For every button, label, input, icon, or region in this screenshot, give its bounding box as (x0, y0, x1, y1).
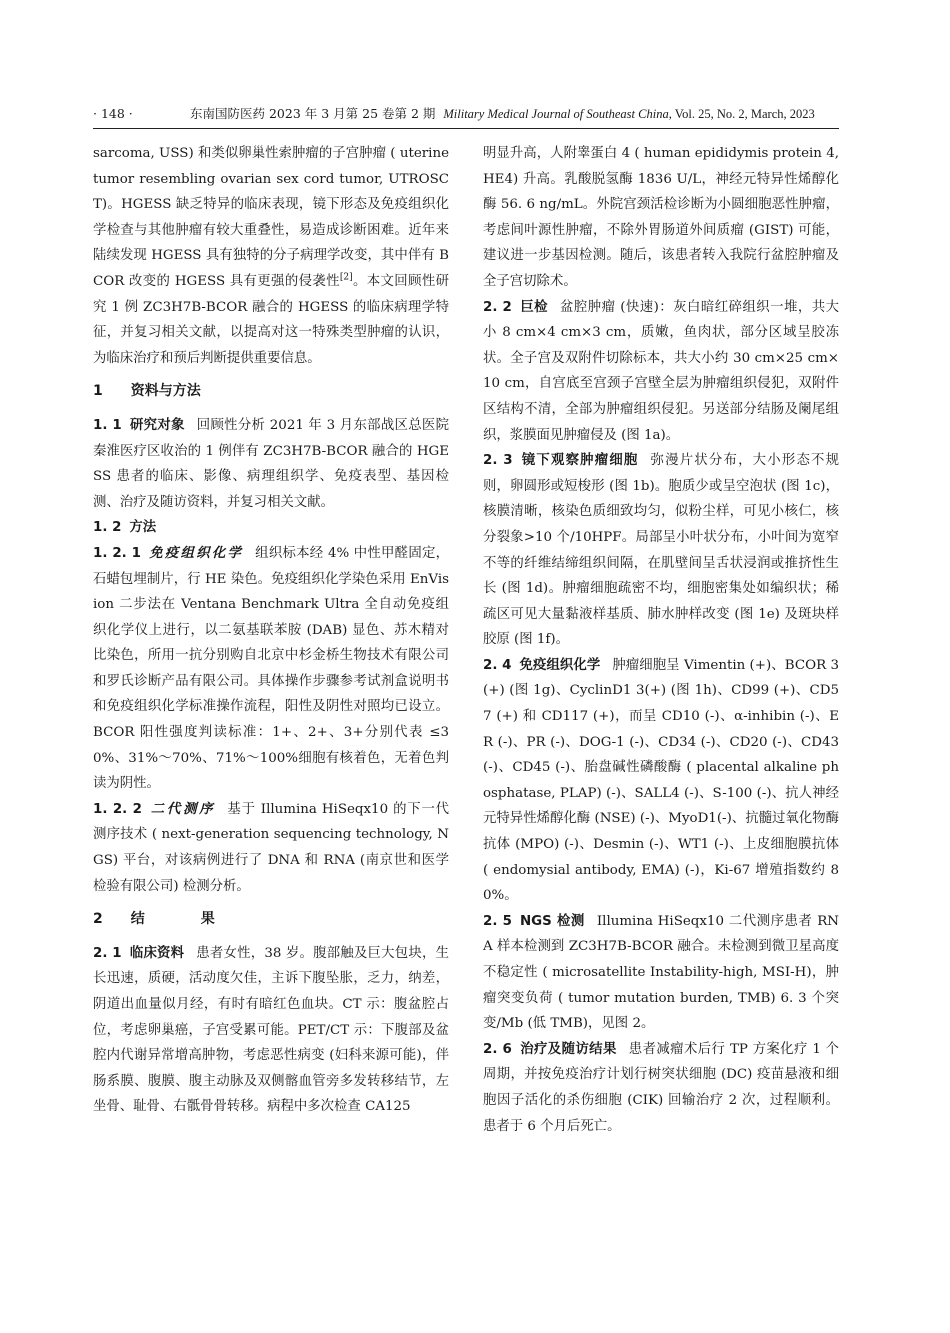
section-1-1-title: 研究对象 (129, 417, 185, 433)
section-2-4-title: 免疫组织化学 (519, 657, 601, 673)
section-1-2-2-title: 二代测序 (150, 801, 216, 817)
section-2-2 (483, 295, 839, 449)
section-2-1-continued: 明显升高，人附睾蛋白 4 ( human epididymis protein 4, HE4) 升高。乳酸脱氢酶 1836 U/L，神经元特异性烯醇化酶 56. 6 ng/mL。外院宫颈活检诊断为小圆细胞恶性肿瘤，考虑间叶源性肿瘤，不除外胃肠道外间质瘤 (GIST) 可能，建议进一步基因检测。随后，该患者转入我院行盆腔肿瘤及全子宫切除术。 (483, 146, 839, 289)
section-1-2-heading (93, 515, 449, 541)
section-2-4-number: 2. 4 (483, 657, 512, 673)
section-1-heading (93, 379, 449, 405)
header-rule (93, 128, 839, 129)
section-1-2-1 (93, 541, 449, 797)
section-1-2-2-text: 基于 Illumina HiSeqx10 的下一代测序技术 ( next-generation sequencing technology, NGS) 平台，对该病例进行了 DNA 和 RNA (南京世和医学检验有限公司) 检测分析。 (93, 801, 449, 894)
intro-text: sarcoma, USS) 和类似卵巢性索肿瘤的子宫肿瘤 ( uterine tumor resembling ovarian sex cord tumor, UTROSCT)。HGESS 缺乏特异的临床表现，镜下形态及免疫组织化学检查与其他肿瘤有较大重叠性，易造成诊断困难。近年来陆续发现 HGESS 具有独特的分子病理学改变，其中伴有 BCOR 改变的 HGESS 具有更强的侵袭性 (93, 146, 449, 289)
section-2-title-a: 结 (130, 911, 145, 928)
section-2-5-text: Illumina HiSeqx10 二代测序患者 RNA 样本检测到 ZC3H7B-BCOR 融合。未检测到微卫星高度不稳定性 ( microsatellite Instability-high, MSI-H)，肿瘤突变负荷 ( tumor mutation burden, TMB) 6. 3 个突变/Mb (低 TMB)，见图 2。 (483, 913, 839, 1032)
journal-name-cn: 东南国防医药 2023 年 3 月第 25 卷第 2 期 (190, 106, 436, 121)
section-2-2-title: 巨检 (519, 299, 549, 315)
section-1-1-number: 1. 1 (93, 417, 122, 433)
section-1-1 (93, 413, 449, 515)
section-2-3-number: 2. 3 (483, 453, 513, 469)
section-2-2-text: 盆腔肿瘤 (快速)：灰白暗红碎组织一堆，共大小 8 cm×4 cm×3 cm，质嫩，鱼肉状，部分区域呈胶冻状。全子宫及双附件切除标本，共大小约 30 cm×25 cm×10 cm，自宫底至宫颈子宫壁全层为肿瘤组织侵犯，双附件区结构不清，全部为肿瘤组织侵犯。另送部分结肠及阑尾组织，浆膜面见肿瘤侵及 (图 1a)。 (483, 299, 839, 443)
section-1-title: 资料与方法 (130, 383, 201, 400)
section-2-1-title: 临床资料 (129, 945, 185, 961)
section-2-3-text: 弥漫片状分布，大小形态不规则，卵圆形或短梭形 (图 1b)。胞质少或呈空泡状 (图 1c)，核膜清晰，核染色质细致均匀，似粉尘样，可见小核仁，核分裂象>10 个/10HPF。局部呈小叶状分布，小叶间为宽窄不等的纤维结缔组织间隔，在肌壁间呈舌状浸润或推挤性生长 (图 1d)。肿瘤细胞疏密不均，细胞密集处如编织状；稀疏区可见大量黏液样基质、肺水肿样改变 (图 1e) 及斑块样胶原 (图 1f)。 (483, 453, 840, 648)
section-2-1-number: 2. 1 (93, 945, 122, 961)
section-2-6-title: 治疗及随访结果 (519, 1041, 617, 1057)
section-2-6-number: 2. 6 (483, 1041, 512, 1057)
section-1-2-title: 方法 (129, 520, 157, 536)
section-2-6-text: 患者减瘤术后行 TP 方案化疗 1 个周期，并按免疫治疗计划行树突状细胞 (DC) 疫苗悬液和细胞因子活化的杀伤细胞 (CIK) 回输治疗 2 次，过程顺利。患者于 6 个月后死亡。 (483, 1041, 839, 1134)
section-2-5 (483, 909, 839, 1037)
section-1-2-number: 1. 2 (93, 520, 122, 536)
right-column (483, 141, 839, 1139)
section-2-6 (483, 1037, 839, 1139)
citation-ref: [2] (339, 272, 353, 283)
section-2-1-text: 患者女性，38 岁。腹部触及巨大包块，生长迅速，质硬，活动度欠佳，主诉下腹坠胀，乏力，纳差，阴道出血量似月经，有时有暗红色血块。CT 示：腹盆腔占位，考虑卵巢癌，子宫受累可能。PET/CT 示：下腹部及盆腔内代谢异常增高肿物，考虑恶性病变 (妇科来源可能)，伴肠系膜、腹膜、腹主动脉及双侧髂血管旁多发转移结节，左坐骨、耻骨、右骶骨骨转移。病程中多次检查 CA125 (93, 945, 450, 1115)
section-1-2-1-title: 免疫组织化学 (148, 545, 244, 561)
section-2-4-text: 肿瘤细胞呈 Vimentin (+)、BCOR 3(+) (图 1g)、CyclinD1 3(+) (图 1h)、CD99 (+)、CD57 (+) 和 CD117 (+)，而呈 CD10 (-)、α-inhibin (-)、ER (-)、PR (-)、DOG-1 (-)、CD34 (-)、CD20 (-)、CD43 (-)、CD45 (-)、胎盘碱性磷酸酶 ( placental alkaline phosphatase, PLAP) (-)、SALL4 (-)、S-100 (-)、抗人神经元特异性烯醇化酶 (NSE) (-)、MyoD1(-)、抗髓过氧化物酶抗体 (MPO) (-)、Desmin (-)、WT1 (-)、上皮细胞膜抗体 ( endomysial antibody, EMA) (-)，Ki-67 增殖指数约 80%。 (483, 657, 840, 904)
section-2-number: 2 (93, 911, 103, 928)
section-2-3 (483, 448, 839, 653)
running-header (93, 103, 839, 127)
journal-citation (190, 103, 815, 125)
section-1-2-1-number: 1. 2. 1 (93, 545, 141, 561)
section-2-5-title: NGS 检测 (519, 913, 585, 929)
section-2-3-title: 镜下观察肿瘤细胞 (520, 453, 639, 469)
section-1-1-text: 回顾性分析 2021 年 3 月东部战区总医院秦淮医疗区收治的 1 例伴有 ZC3H7B-BCOR 融合的 HGESS 患者的临床、影像、病理组织学、免疫表型、基因检测、治疗及随访资料，并复习相关文献。 (93, 417, 449, 510)
section-1-number: 1 (93, 383, 103, 400)
section-2-title-b: 果 (200, 911, 215, 928)
intro-text-end: 。本文回顾性研究 1 例 ZC3H7B-BCOR 融合的 HGESS 的临床病理学特征，并复习相关文献，以提高对这一特殊类型肿瘤的认识，为临床治疗和预后判断提供重要信息。 (93, 273, 449, 366)
intro-paragraph (93, 141, 449, 371)
section-1-2-1-text: 组织标本经 4% 中性甲醛固定，石蜡包埋制片，行 HE 染色。免疫组织化学染色采用 EnVision 二步法在 Ventana Benchmark Ultra 全自动免疫组织化学仪上进行，以二氨基联苯胺 (DAB) 显色、苏木精对比染色，所用一抗分别购自北京中杉金桥生物技术有限公司和罗氏诊断产品有限公司。具体操作步骤参考试剂盒说明书和免疫组织化学标准操作流程，阳性及阴性对照均已设立。BCOR 阳性强度判读标准：1+、2+、3+分别代表 ≤30%、31%～70%、71%～100%细胞有核着色，无着色判读为阴性。 (93, 545, 450, 792)
page-number: · 148 · (93, 106, 133, 121)
section-2-5-number: 2. 5 (483, 913, 512, 929)
journal-volume-info: , Vol. 25, No. 2, March, 2023 (668, 107, 815, 121)
section-1-2-2 (93, 797, 449, 899)
left-column (93, 141, 449, 1120)
journal-name-en: Military Medical Journal of Southeast China (443, 107, 669, 121)
section-2-2-number: 2. 2 (483, 299, 512, 315)
section-2-1 (93, 941, 449, 1120)
section-2-4 (483, 653, 839, 909)
section-1-2-2-number: 1. 2. 2 (93, 801, 142, 817)
section-2-heading (93, 907, 449, 933)
